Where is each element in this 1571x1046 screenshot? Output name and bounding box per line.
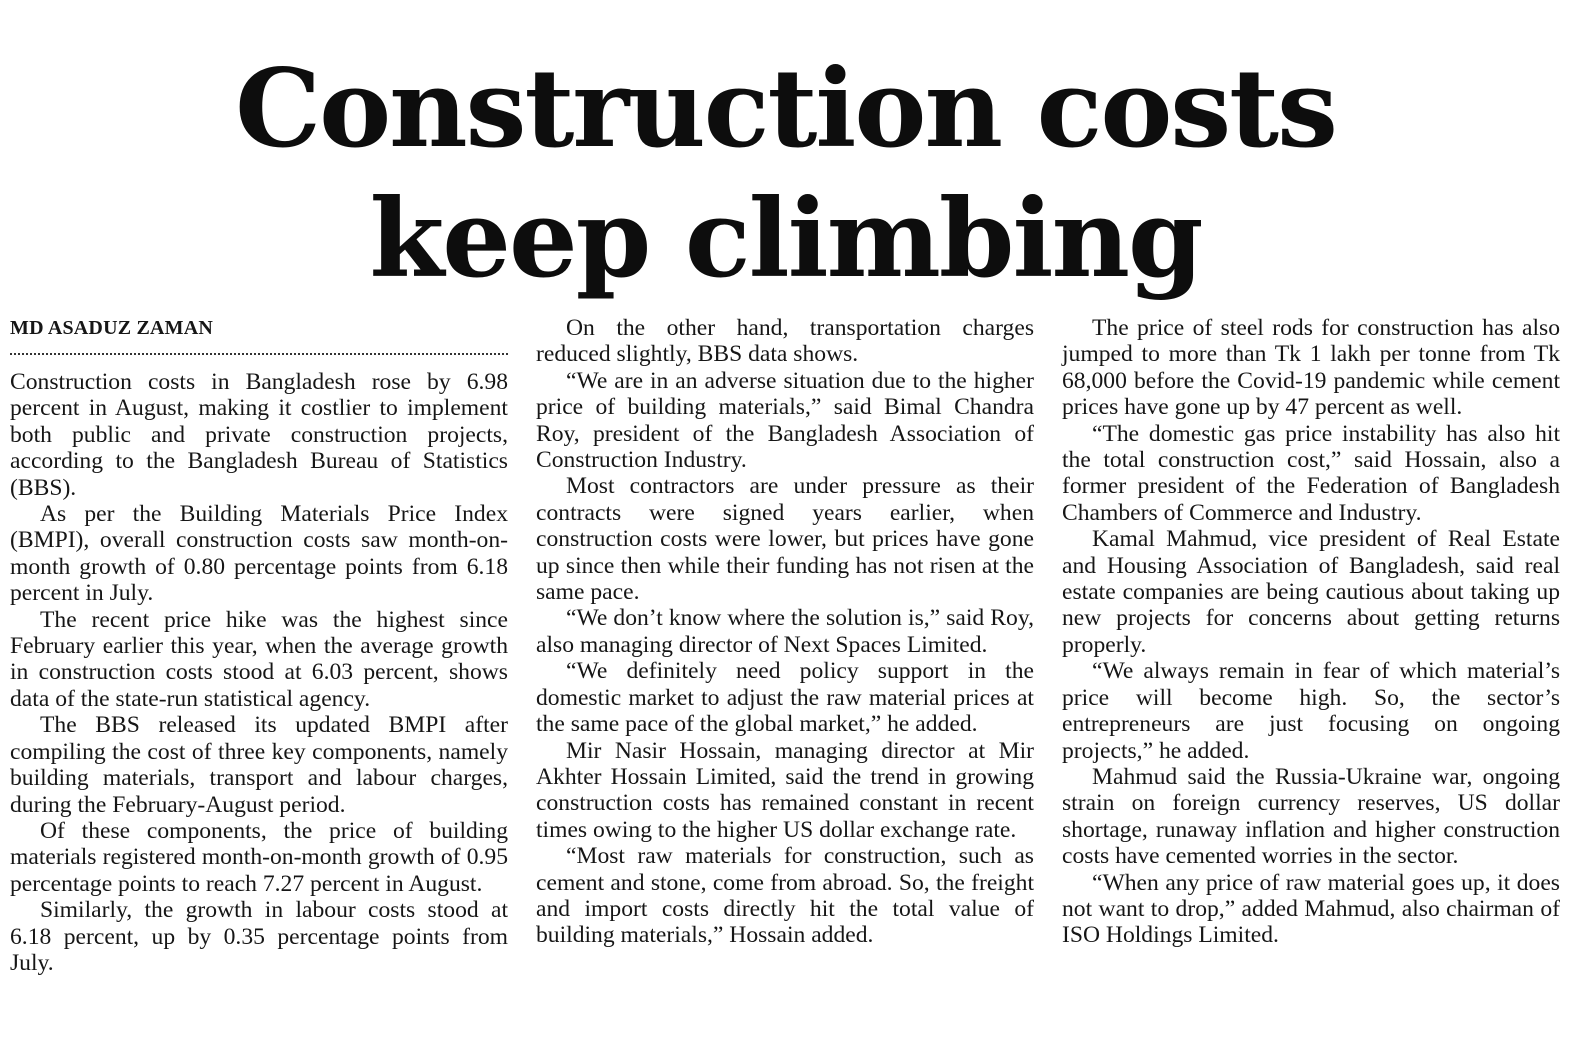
- paragraph: As per the Building Materials Price Index (BMPI), overall construction costs saw month-on-month growth of 0.80 percentage points from 6.18 percent in July.: [10, 501, 508, 607]
- paragraph: Mir Nasir Hossain, managing director at Mir Akhter Hossain Limited, said the trend in growing construction costs has remained constant in recent times owing to the higher US dollar exchange rate.: [536, 737, 1034, 843]
- headline: [0, 44, 1571, 304]
- paragraph: “The domestic gas price instability has also hit the total construction cost,” said Hossain, also a former president of the Federation of Bangladesh Chambers of Commerce and Industry.: [1062, 420, 1560, 526]
- paragraph: Construction costs in Bangladesh rose by 6.98 percent in August, making it costlier to implement both public and private construction projects, according to the Bangladesh Bureau of Statistics (BBS).: [10, 369, 508, 501]
- paragraph: “When any price of raw material goes up, it does not want to drop,” added Mahmud, also chairman of ISO Holdings Limited.: [1062, 869, 1560, 949]
- paragraph: Kamal Mahmud, vice president of Real Estate and Housing Association of Bangladesh, said real estate companies are being cautious about taking up new projects for concerns about getting returns properly.: [1062, 526, 1560, 658]
- paragraph: The BBS released its updated BMPI after compiling the cost of three key components, namely building materials, transport and labour charges, during the February-August period.: [10, 712, 508, 818]
- paragraph: Similarly, the growth in labour costs stood at 6.18 percent, up by 0.35 percentage points from July.: [10, 897, 508, 976]
- article-column-3: [1062, 315, 1560, 949]
- paragraph: “We always remain in fear of which material’s price will become high. So, the sector’s entrepreneurs are just focusing on ongoing projects,” he added.: [1062, 658, 1560, 764]
- paragraph: “We definitely need policy support in the domestic market to adjust the raw material prices at the same pace of the global market,” he added.: [536, 658, 1034, 738]
- paragraph: Mahmud said the Russia-Ukraine war, ongoing strain on foreign currency reserves, US dollar shortage, runaway inflation and higher construction costs have cemented worries in the sector.: [1062, 763, 1560, 870]
- paragraph: “We don’t know where the solution is,” said Roy, also managing director of Next Spaces Limited.: [536, 605, 1034, 658]
- paragraph: “We are in an adverse situation due to the higher price of building materials,” said Bimal Chandra Roy, president of the Bangladesh Association of Construction Industry.: [536, 367, 1034, 474]
- paragraph: “Most raw materials for construction, such as cement and stone, come from abroad. So, the freight and import costs directly hit the total value of building materials,” Hossain added.: [536, 843, 1034, 949]
- paragraph: The recent price hike was the highest since February earlier this year, when the average growth in construction costs stood at 6.03 percent, shows data of the state-run statistical agency.: [10, 606, 508, 712]
- paragraph: Of these components, the price of building materials registered month-on-month growth of 0.95 percentage points to reach 7.27 percent in August.: [10, 817, 508, 897]
- headline-line-1: Construction costs: [235, 46, 1336, 172]
- paragraph: On the other hand, transportation charges reduced slightly, BBS data shows.: [536, 315, 1034, 368]
- headline-line-2: keep climbing: [369, 176, 1202, 302]
- byline: MD ASADUZ ZAMAN: [10, 315, 508, 355]
- article-column-2: [536, 315, 1034, 949]
- paragraph: Most contractors are under pressure as their contracts were signed years earlier, when construction costs were lower, but prices have gone up since then while their funding has not risen at the same pace.: [536, 473, 1034, 606]
- article-column-1: [10, 315, 508, 976]
- paragraph: The price of steel rods for construction has also jumped to more than Tk 1 lakh per tonne from Tk 68,000 before the Covid-19 pandemic while cement prices have gone up by 47 percent as well.: [1062, 315, 1560, 421]
